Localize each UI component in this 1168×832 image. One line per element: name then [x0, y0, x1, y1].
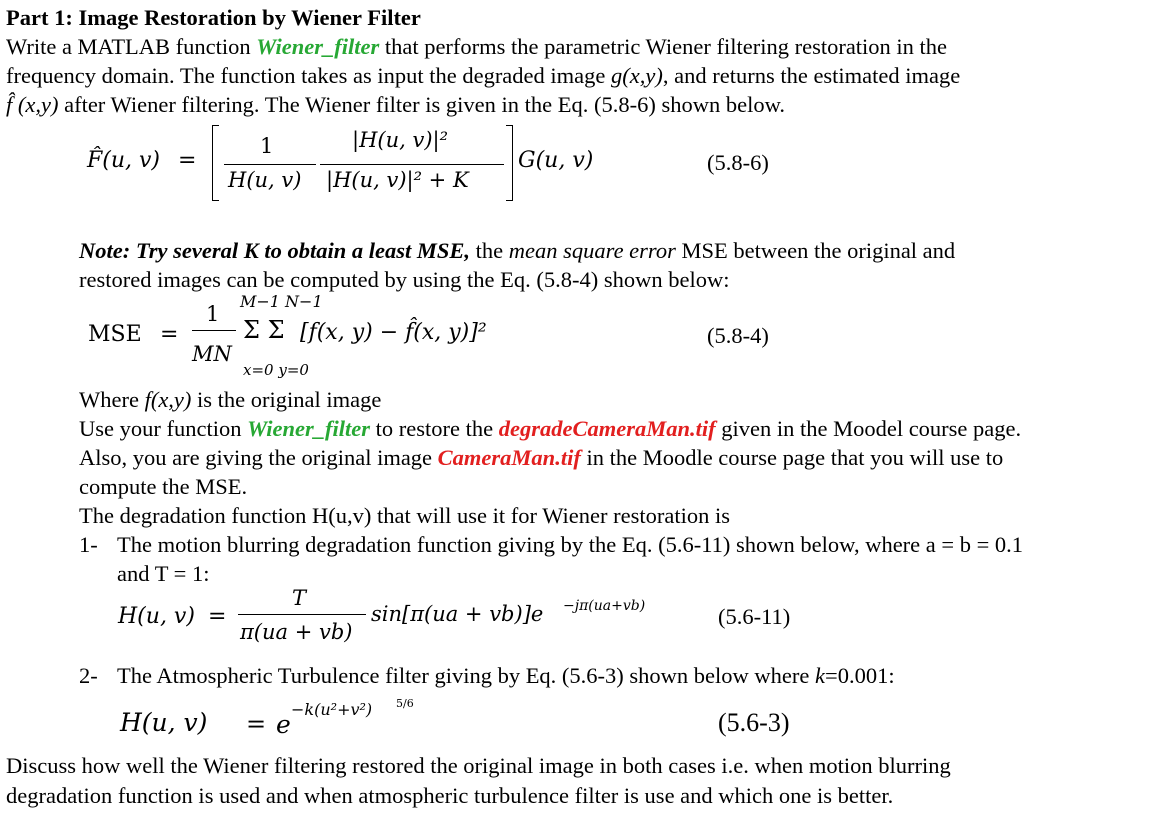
list-item-1-number: 1- — [79, 532, 98, 557]
list-item-2-number: 2- — [79, 663, 98, 688]
function-name: Wiener_filter — [256, 34, 380, 59]
list-item-2-line: The Atmospheric Turbulence filter giving by Eq. (5.6-3) shown below where k=0.001: — [117, 663, 895, 688]
intro-line-3: f̂ (x,y) after Wiener filtering. The Wiener filter is given in the Eq. (5.8-6) shown below. — [6, 92, 785, 117]
use-line: Use your function Wiener_filter to restore the degradeCameraMan.tif given in the Moodel course page. — [79, 416, 1022, 441]
also-line: Also, you are giving the original image CameraMan.tif in the Moodle course page that you will use to — [79, 445, 1004, 470]
list-item-1-line-2: and T = 1: — [117, 561, 210, 586]
eq563-label: (5.6-3) — [718, 708, 790, 737]
right-bracket — [506, 125, 513, 201]
degraded-file: degradeCameraMan.tif — [498, 416, 716, 441]
original-file: CameraMan.tif — [437, 445, 581, 470]
intro-line-1: Write a MATLAB function Wiener_filter that performs the parametric Wiener filtering restoration in the — [6, 34, 948, 59]
note-line-2: restored images can be computed by using the Eq. (5.8-4) shown below: — [79, 267, 730, 292]
note-line-1: Note: Try several K to obtain a least MSE, the mean square error MSE between the original and — [79, 238, 956, 263]
eq586-lhs: F̂(u, v) — [87, 148, 161, 173]
eq5611-label: (5.6-11) — [718, 604, 791, 629]
eq584-label: (5.8-4) — [707, 323, 769, 348]
where-line: Where f(x,y) is the original image — [79, 387, 382, 412]
page-title: Part 1: Image Restoration by Wiener Filter — [6, 5, 421, 30]
discuss-line-2: degradation function is used and when atmospheric turbulence filter is use and which one is better. — [6, 783, 894, 808]
compute-line: compute the MSE. — [79, 474, 248, 499]
list-item-1-line-1: The motion blurring degradation function giving by the Eq. (5.6-11) shown below, where a = b = 0.1 — [117, 532, 1024, 557]
intro-line-2: frequency domain. The function takes as input the degraded image g(x,y), and returns the estimated image — [6, 63, 961, 88]
discuss-line-1: Discuss how well the Wiener filtering restored the original image in both cases i.e. when motion blurring — [6, 753, 951, 778]
left-bracket — [212, 125, 219, 201]
eq586-label: (5.8-6) — [707, 150, 769, 175]
degradation-line: The degradation function H(u,v) that will use it for Wiener restoration is — [79, 503, 730, 528]
